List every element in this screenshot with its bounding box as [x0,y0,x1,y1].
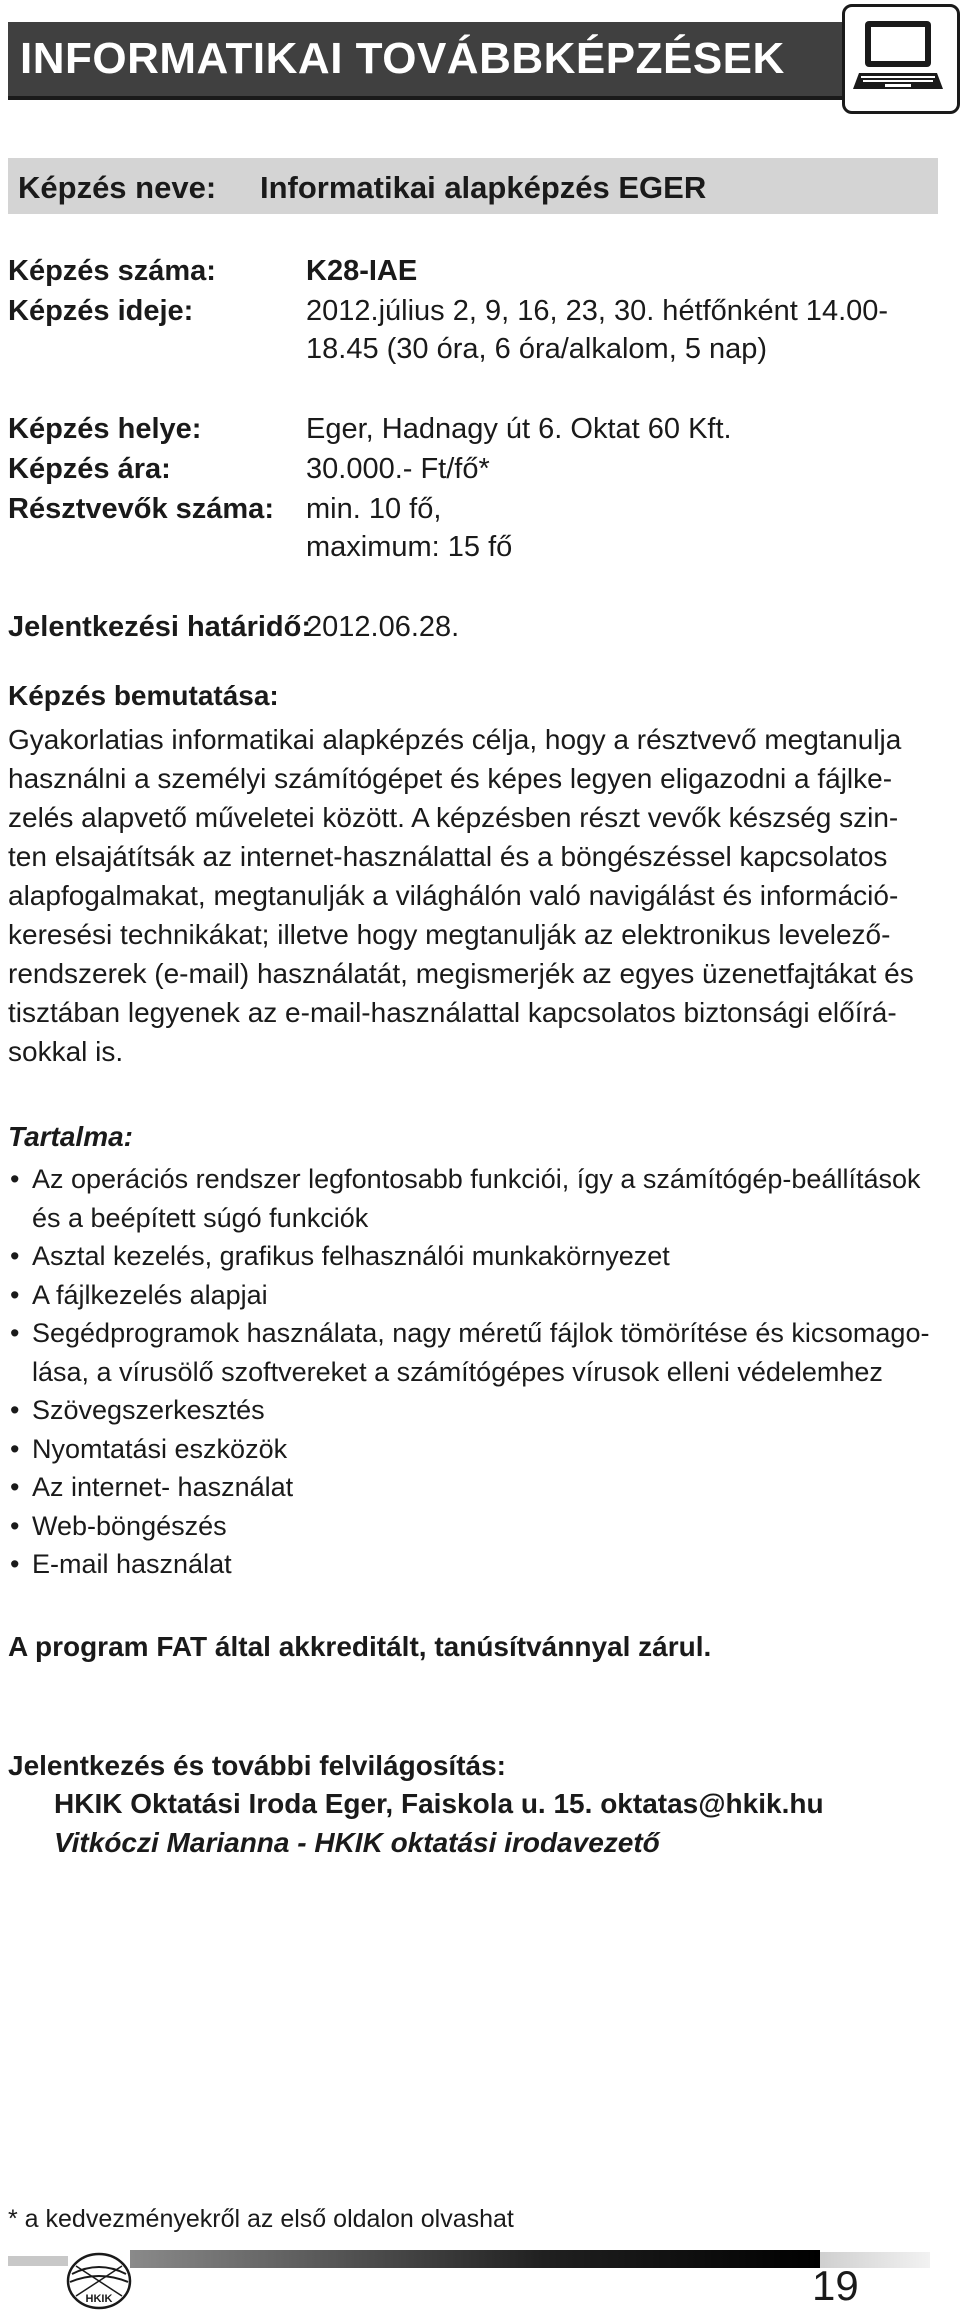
list-item-text: A fájlkezelés alapjai [32,1279,268,1310]
list-item-text: Az operációs rendszer legfontosabb funkciói, így a számítógép-beállítások [32,1164,921,1194]
description-line: alapfogalmakat, megtanulják a világhálón való navigálást és információ- [8,880,899,911]
participants-min: min. 10 fő, [306,493,442,525]
list-item [8,1160,938,1237]
bullet-icon: • [10,1472,20,1502]
description-line: ten elsajátítsák az internet-használattal és a böngészéssel kapcsolatos [8,841,888,872]
footer-bar [130,2250,820,2268]
deadline-value: 2012.06.28. [306,611,460,643]
description-line: rendszerek (e-mail) használatát, megismerjék az egyes üzenetfajtákat és [8,958,914,989]
bullet-icon: • [10,1241,20,1271]
footer-left-bar [8,2256,68,2266]
participants-label: Résztvevők száma: [8,493,274,525]
course-time-value-line1: 2012.július 2, 9, 16, 23, 30. hétfőnként 14.00- [306,295,889,327]
list-item [8,1237,938,1276]
bullet-icon: • [10,1279,20,1310]
course-price-label: Képzés ára: [8,453,171,485]
course-price-value: 30.000.- Ft/fő* [306,453,490,485]
header-bar [8,22,843,100]
page-number: 19 [812,2262,859,2309]
list-item [8,1430,938,1469]
contact-person: Vitkóczi Marianna - HKIK oktatási irodavezető [54,1827,660,1858]
contact-title: Jelentkezés és további felvilágosítás: [8,1750,506,1781]
contact-office: HKIK Oktatási Iroda Eger, Faiskola u. 15. oktatas@hkik.hu [54,1788,824,1819]
course-number-label: Képzés száma: [8,255,216,287]
accreditation-note: A program FAT által akkreditált, tanúsítvánnyal zárul. [8,1631,712,1662]
bullet-icon: • [10,1510,20,1541]
description-text [8,720,938,1071]
list-item-text: Web-böngészés [32,1510,227,1541]
bullet-icon: • [10,1164,20,1194]
list-item [8,1276,938,1315]
course-time-value-line2: 18.45 (30 óra, 6 óra/alkalom, 5 nap) [306,333,768,365]
course-name-label: Képzés neve: [18,170,217,205]
course-time-label: Képzés ideje: [8,295,194,327]
list-item-text: Az internet- használat [32,1472,294,1502]
list-item-text: Segédprogramok használata, nagy méretű fájlok tömörítése és kicsomago- [32,1318,930,1348]
list-item-text: E-mail használat [32,1549,232,1579]
laptop-icon [842,4,960,114]
list-item [8,1468,938,1507]
list-item [8,1391,938,1430]
list-item-text: és a beépített súgó funkciók [32,1202,369,1233]
course-number-value: K28-IAE [306,255,418,287]
content-list [8,1160,938,1584]
deadline-label: Jelentkezési határidő: [8,611,311,643]
list-item-text: Asztal kezelés, grafikus felhasználói munkakörnyezet [32,1241,670,1271]
list-item [8,1507,938,1546]
description-line: sokkal is. [8,1036,124,1067]
participants-max: maximum: 15 fő [306,531,513,563]
list-item-text: Nyomtatási eszközök [32,1433,288,1464]
description-title: Képzés bemutatása: [8,680,279,711]
footnote: * a kedvezményekről az első oldalon olvashat [8,2205,514,2233]
list-item [8,1545,938,1584]
bullet-icon: • [10,1549,20,1579]
bullet-icon: • [10,1318,20,1348]
bullet-icon: • [10,1433,20,1464]
course-name-value: Informatikai alapképzés EGER [260,170,707,205]
course-place-label: Képzés helye: [8,413,202,445]
page-title: INFORMATIKAI TOVÁBBKÉPZÉSEK [20,34,785,83]
description-line: zelés alapvető műveletei között. A képzésben részt vevők készség szin- [8,802,899,833]
description-line: keresési technikákat; illetve hogy megtanulják az elektronikus levelező- [8,919,891,950]
description-line: Gyakorlatias informatikai alapképzés célja, hogy a résztvevő megtanulja [8,724,902,755]
list-item-text: Szövegszerkesztés [32,1395,265,1425]
bullet-icon: • [10,1395,20,1425]
course-place-value: Eger, Hadnagy út 6. Oktat 60 Kft. [306,413,732,445]
description-line: használni a személyi számítógépet és képes legyen eligazodni a fájlke- [8,763,893,794]
hkik-logo [66,2252,132,2315]
list-item [8,1314,938,1391]
logo-text: HKIK [85,2293,113,2305]
description-line: tisztában legyenek az e-mail-használattal kapcsolatos biztonsági előírá- [8,997,897,1028]
content-title: Tartalma: [8,1121,134,1152]
course-name-bar [8,158,938,214]
list-item-text: lása, a vírusölő szoftvereket a számítógépes vírusok elleni védelemhez [32,1356,883,1387]
